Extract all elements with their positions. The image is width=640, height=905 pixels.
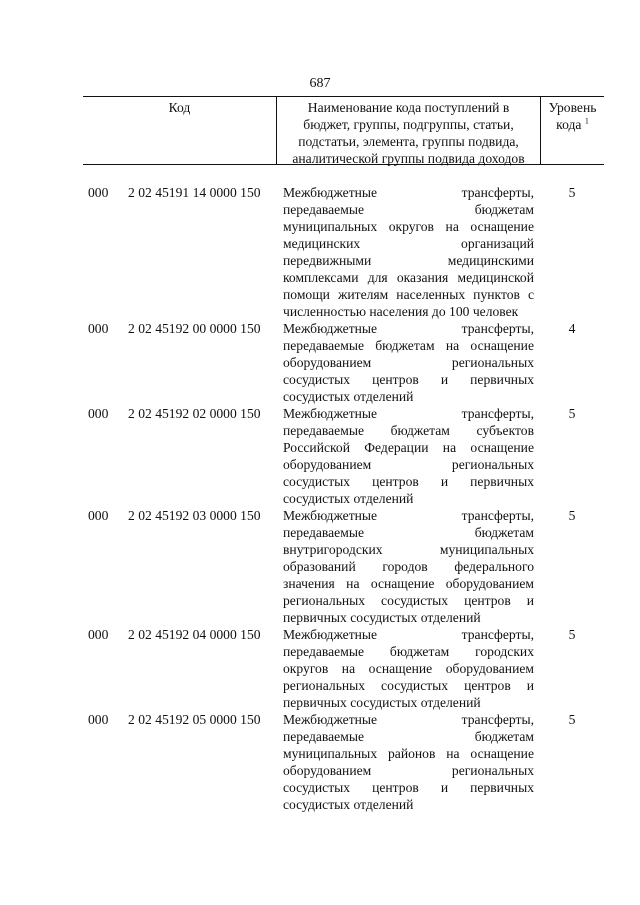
description-line: комплексами для оказания медицинской bbox=[283, 270, 534, 285]
code-level: 4 bbox=[568, 321, 576, 336]
code-description bbox=[283, 320, 534, 405]
header-name-line: подстатьи, элемента, группы подвида, bbox=[298, 134, 519, 149]
description-line: медицинских организаций bbox=[283, 236, 534, 251]
header-name-line: Наименование кода поступлений в bbox=[307, 100, 510, 115]
table-row bbox=[0, 507, 640, 626]
table-row bbox=[0, 626, 640, 711]
table-row bbox=[0, 711, 640, 813]
code-description bbox=[283, 405, 534, 507]
description-line: региональных сосудистых центров и bbox=[283, 593, 534, 608]
table-header bbox=[83, 96, 604, 165]
header-name-line: бюджет, группы, подгруппы, статьи, bbox=[303, 117, 514, 132]
admin-code: 000 bbox=[88, 406, 109, 421]
header-level-footnote: 1 bbox=[584, 116, 589, 126]
code-level: 5 bbox=[568, 406, 576, 421]
description-line: помощи жителям населенных пунктов с bbox=[283, 287, 534, 302]
description-line: сосудистых центров и первичных bbox=[283, 474, 534, 489]
code-description bbox=[283, 626, 534, 711]
description-line: передаваемые бюджетам bbox=[283, 202, 534, 217]
description-line: Межбюджетные трансферты, bbox=[283, 627, 534, 642]
code-level: 5 bbox=[568, 185, 576, 200]
description-line: Межбюджетные трансферты, bbox=[283, 508, 534, 523]
table-body bbox=[0, 184, 640, 813]
header-code: Код bbox=[83, 97, 277, 164]
description-line: муниципальных районов на оснащение bbox=[283, 746, 534, 761]
description-line: значения на оснащение оборудованием bbox=[283, 576, 534, 591]
description-line: сосудистых отделений bbox=[283, 389, 414, 404]
revenue-code: 2 02 45192 05 0000 150 bbox=[128, 712, 261, 727]
code-description bbox=[283, 711, 534, 813]
description-line: первичных сосудистых отделений bbox=[283, 610, 481, 625]
admin-code: 000 bbox=[88, 321, 109, 336]
description-line: передаваемые бюджетам субъектов bbox=[283, 423, 534, 438]
table-row bbox=[0, 405, 640, 507]
description-line: передаваемые бюджетам bbox=[283, 525, 534, 540]
header-level-line bbox=[541, 116, 604, 133]
description-line: образований городов федерального bbox=[283, 559, 534, 574]
table-row bbox=[0, 184, 640, 320]
admin-code: 000 bbox=[88, 508, 109, 523]
header-level bbox=[541, 97, 604, 164]
description-line: передаваемые бюджетам bbox=[283, 729, 534, 744]
header-name-line: аналитической группы подвида доходов bbox=[292, 151, 525, 166]
description-line: Межбюджетные трансферты, bbox=[283, 321, 534, 336]
revenue-code: 2 02 45192 03 0000 150 bbox=[128, 508, 261, 523]
description-line: сосудистых центров и первичных bbox=[283, 372, 534, 387]
table-row bbox=[0, 320, 640, 405]
revenue-code: 2 02 45192 00 0000 150 bbox=[128, 321, 261, 336]
description-line: Межбюджетные трансферты, bbox=[283, 185, 534, 200]
admin-code: 000 bbox=[88, 712, 109, 727]
description-line: округов на оснащение оборудованием bbox=[283, 661, 534, 676]
description-line: региональных сосудистых центров и bbox=[283, 678, 534, 693]
admin-code: 000 bbox=[88, 185, 109, 200]
description-line: оборудованием региональных bbox=[283, 355, 534, 370]
code-level: 5 bbox=[568, 508, 576, 523]
code-level: 5 bbox=[568, 712, 576, 727]
admin-code: 000 bbox=[88, 627, 109, 642]
description-line: первичных сосудистых отделений bbox=[283, 695, 481, 710]
revenue-code: 2 02 45191 14 0000 150 bbox=[128, 185, 261, 200]
description-line: передвижными медицинскими bbox=[283, 253, 534, 268]
code-level: 5 bbox=[568, 627, 576, 642]
description-line: оборудованием региональных bbox=[283, 763, 534, 778]
header-level-text: кода bbox=[556, 117, 582, 132]
description-line: муниципальных округов на оснащение bbox=[283, 219, 534, 234]
code-description bbox=[283, 184, 534, 320]
description-line: Межбюджетные трансферты, bbox=[283, 712, 534, 727]
description-line: Межбюджетные трансферты, bbox=[283, 406, 534, 421]
revenue-code: 2 02 45192 02 0000 150 bbox=[128, 406, 261, 421]
description-line: Российской Федерации на оснащение bbox=[283, 440, 534, 455]
description-line: внутригородских муниципальных bbox=[283, 542, 534, 557]
header-name bbox=[277, 97, 541, 164]
description-line: сосудистых отделений bbox=[283, 491, 414, 506]
code-description bbox=[283, 507, 534, 626]
revenue-code: 2 02 45192 04 0000 150 bbox=[128, 627, 261, 642]
description-line: оборудованием региональных bbox=[283, 457, 534, 472]
description-line: передаваемые бюджетам городских bbox=[283, 644, 534, 659]
description-line: сосудистых центров и первичных bbox=[283, 780, 534, 795]
description-line: передаваемые бюджетам на оснащение bbox=[283, 338, 534, 353]
page-number: 687 bbox=[309, 76, 331, 91]
description-line: сосудистых отделений bbox=[283, 797, 414, 812]
description-line: численностью населения до 100 человек bbox=[283, 304, 519, 319]
header-level-line: Уровень bbox=[548, 100, 597, 115]
